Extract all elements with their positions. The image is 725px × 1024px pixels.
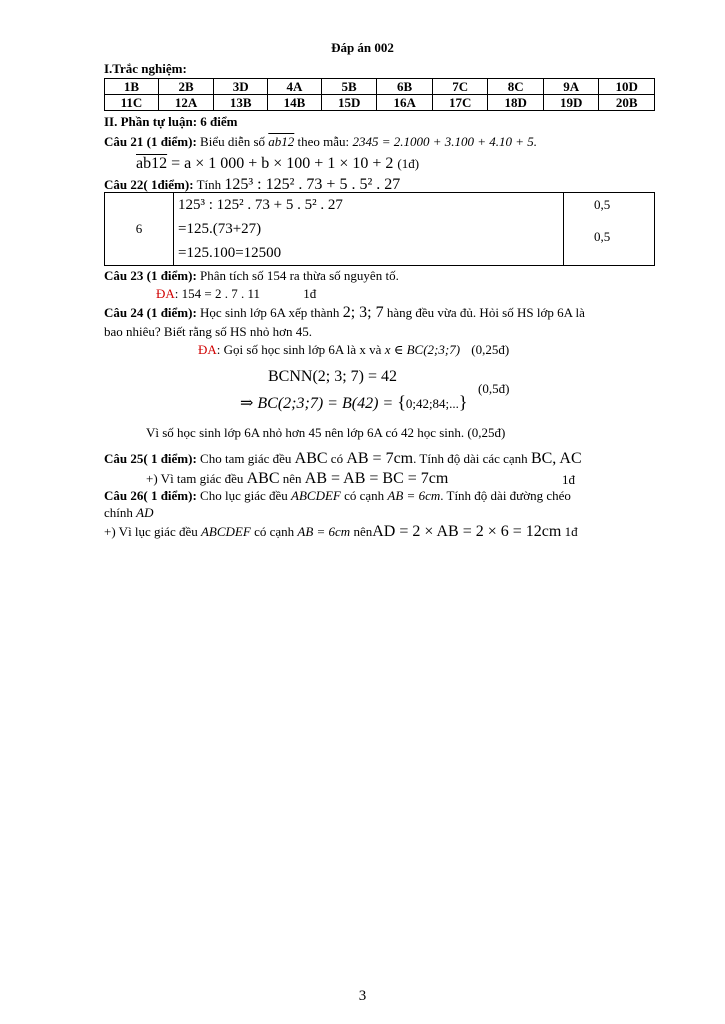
q24-answer-intro	[198, 342, 509, 358]
answer-cell: 11C	[105, 95, 159, 111]
answer-cell: 8C	[488, 79, 544, 95]
q21-example: 2345 = 2.1000 + 3.100 + 4.10 + 5.	[352, 134, 538, 149]
q26-text-c: . Tính độ dài đường chéo	[440, 488, 571, 503]
q22-point: 0,5	[594, 229, 611, 244]
q25-answer-text-b: nên	[282, 471, 302, 486]
q22-expression: 125³ : 125² . 73 + 5 . 5² . 27	[224, 176, 401, 193]
q23-text: Phân tích số 154 ra thừa số nguyên tố.	[200, 268, 399, 283]
answer-cell: 17C	[432, 95, 488, 111]
q25-answer-equation: AB = AB = BC = 7cm	[304, 470, 449, 487]
q24-da-math: x ∈ BC(2;3;7)	[384, 342, 461, 357]
q24-bc-points: (0,5đ)	[478, 381, 510, 396]
q21-number: ab12	[268, 134, 295, 149]
answer-cell: 5B	[321, 79, 377, 95]
answer-cell: 9A	[543, 79, 599, 95]
q26-text: Cho lục giác đều	[200, 488, 288, 503]
q24-bcnn: BCNN(2; 3; 7) = 42	[268, 368, 398, 385]
page-number: 3	[358, 988, 367, 1004]
answer-cell: 14B	[268, 95, 322, 111]
q26-text-b: có cạnh	[344, 488, 385, 503]
section-essay: II. Phần tự luận: 6 điểm	[104, 114, 238, 129]
q24-da-points: (0,25đ)	[471, 342, 510, 357]
q26-answer-text-c: nên	[353, 524, 373, 539]
q24-numbers: 2; 3; 7	[342, 304, 384, 321]
q25-heading: Câu 25( 1 điểm):	[104, 451, 197, 466]
section-multiple-choice: I.Trắc nghiệm:	[104, 61, 187, 76]
q22-text: Tính	[196, 177, 222, 192]
q24-line2: bao nhiêu? Biết rằng số HS nhỏ hơn 45.	[104, 324, 312, 339]
q21-heading: Câu 21 (1 điểm):	[104, 134, 197, 149]
q25-text-c: . Tính độ dài các cạnh	[413, 451, 528, 466]
q23-da-label: ĐA	[156, 286, 175, 301]
q24-bc-line: ⇒ BC(2;3;7) = B(42) = {0;42;84;...}	[240, 392, 468, 412]
q22-line: =125.100=12500	[178, 245, 282, 261]
answer-cell: 15D	[321, 95, 377, 111]
q24-question	[104, 304, 585, 322]
q25-points: 1đ	[562, 472, 575, 487]
q25-answer-text: +) Vì tam giác đều	[146, 471, 244, 486]
q21-text-b: theo mẫu:	[297, 134, 350, 149]
q21-question	[104, 134, 537, 150]
answer-cell: 1B	[105, 79, 159, 95]
q25-text-b: có	[330, 451, 344, 466]
q24-text: Học sinh lớp 6A xếp thành	[200, 305, 340, 320]
q25-side: AB = 7cm	[346, 450, 414, 467]
q21-answer	[136, 155, 419, 173]
q25-answer	[146, 470, 448, 488]
q21-answer-number: ab12	[136, 155, 168, 172]
q26-heading: Câu 26( 1 điểm):	[104, 488, 197, 503]
q26-points: 1đ	[564, 524, 578, 539]
q26-question	[104, 488, 571, 504]
q26-answer-hexagon: ABCDEF	[200, 524, 251, 539]
q24-da-label: ĐA	[198, 342, 217, 357]
q23-answer	[156, 286, 316, 302]
q22-points-cell	[564, 193, 655, 266]
q22-point: 0,5	[594, 197, 611, 212]
q24-bc-equation: BC(2;3;7) = B(42) =	[257, 395, 398, 412]
q22-score-cell: 6	[105, 193, 174, 266]
page-title: Đáp án 002	[331, 40, 394, 55]
q22-solution-table	[104, 192, 655, 266]
q21-text: Biểu diễn số	[200, 134, 266, 149]
answer-cell: 6B	[377, 79, 433, 95]
answer-row	[105, 95, 655, 111]
q25-question	[104, 450, 582, 468]
answer-cell: 7C	[432, 79, 488, 95]
q25-answer-triangle: ABC	[246, 470, 280, 487]
answer-cell: 10D	[599, 79, 655, 95]
q24-text-b: hàng đều vừa đủ. Hỏi số HS lớp 6A là	[386, 305, 585, 320]
q22-line: =125.(73+27)	[178, 221, 262, 237]
answer-cell: 20B	[599, 95, 655, 111]
answer-cell: 12A	[158, 95, 214, 111]
q26-answer-text-b: có cạnh	[254, 524, 295, 539]
q26-hexagon: ABCDEF	[291, 488, 341, 503]
answer-cell: 18D	[488, 95, 544, 111]
answer-cell: 3D	[214, 79, 268, 95]
q24-da-text: : Gọi số học sinh lớp 6A là x và	[216, 342, 382, 357]
q22-heading: Câu 22( 1điểm):	[104, 177, 194, 192]
q23-question	[104, 268, 399, 284]
q25-sides-asked: BC, AC	[530, 450, 582, 467]
q26-answer-equation: AD = 2 × AB = 2 × 6 = 12cm	[372, 523, 562, 540]
answer-cell: 13B	[214, 95, 268, 111]
q22-line: 125³ : 125² . 73 + 5 . 5² . 27	[178, 197, 343, 213]
q24-conclusion: Vì số học sinh lớp 6A nhỏ hơn 45 nên lớp 6A có 42 học sinh. (0,25đ)	[146, 425, 506, 440]
q26-side: AB = 6cm	[387, 488, 441, 503]
answer-cell: 2B	[158, 79, 214, 95]
q22-solution-cell	[174, 193, 564, 266]
q24-implies-symbol: ⇒	[240, 395, 254, 412]
q26-answer-text: +) Vì lục giác đều	[104, 524, 198, 539]
q23-heading: Câu 23 (1 điểm):	[104, 268, 197, 283]
q25-text: Cho tam giác đều	[200, 451, 292, 466]
answer-table	[104, 78, 655, 111]
q26-line2-text: chính	[104, 505, 133, 520]
q26-diagonal: AD	[136, 505, 154, 520]
answer-row	[105, 79, 655, 95]
q26-line2	[104, 505, 153, 521]
q24-heading: Câu 24 (1 điểm):	[104, 305, 197, 320]
q23-points: 1đ	[303, 286, 317, 301]
answer-cell: 4A	[268, 79, 322, 95]
q24-bc-set: 0;42;84;...	[405, 396, 459, 411]
q26-answer-side: AB = 6cm	[297, 524, 351, 539]
q21-points: (1đ)	[397, 156, 420, 171]
answer-cell: 19D	[543, 95, 599, 111]
answer-cell: 16A	[377, 95, 433, 111]
q23-answer-text: : 154 = 2 . 7 . 11	[174, 286, 260, 301]
q21-answer-expansion: = a × 1 000 + b × 100 + 1 × 10 + 2	[171, 155, 394, 172]
q25-triangle: ABC	[294, 450, 328, 467]
q26-answer	[104, 523, 578, 541]
